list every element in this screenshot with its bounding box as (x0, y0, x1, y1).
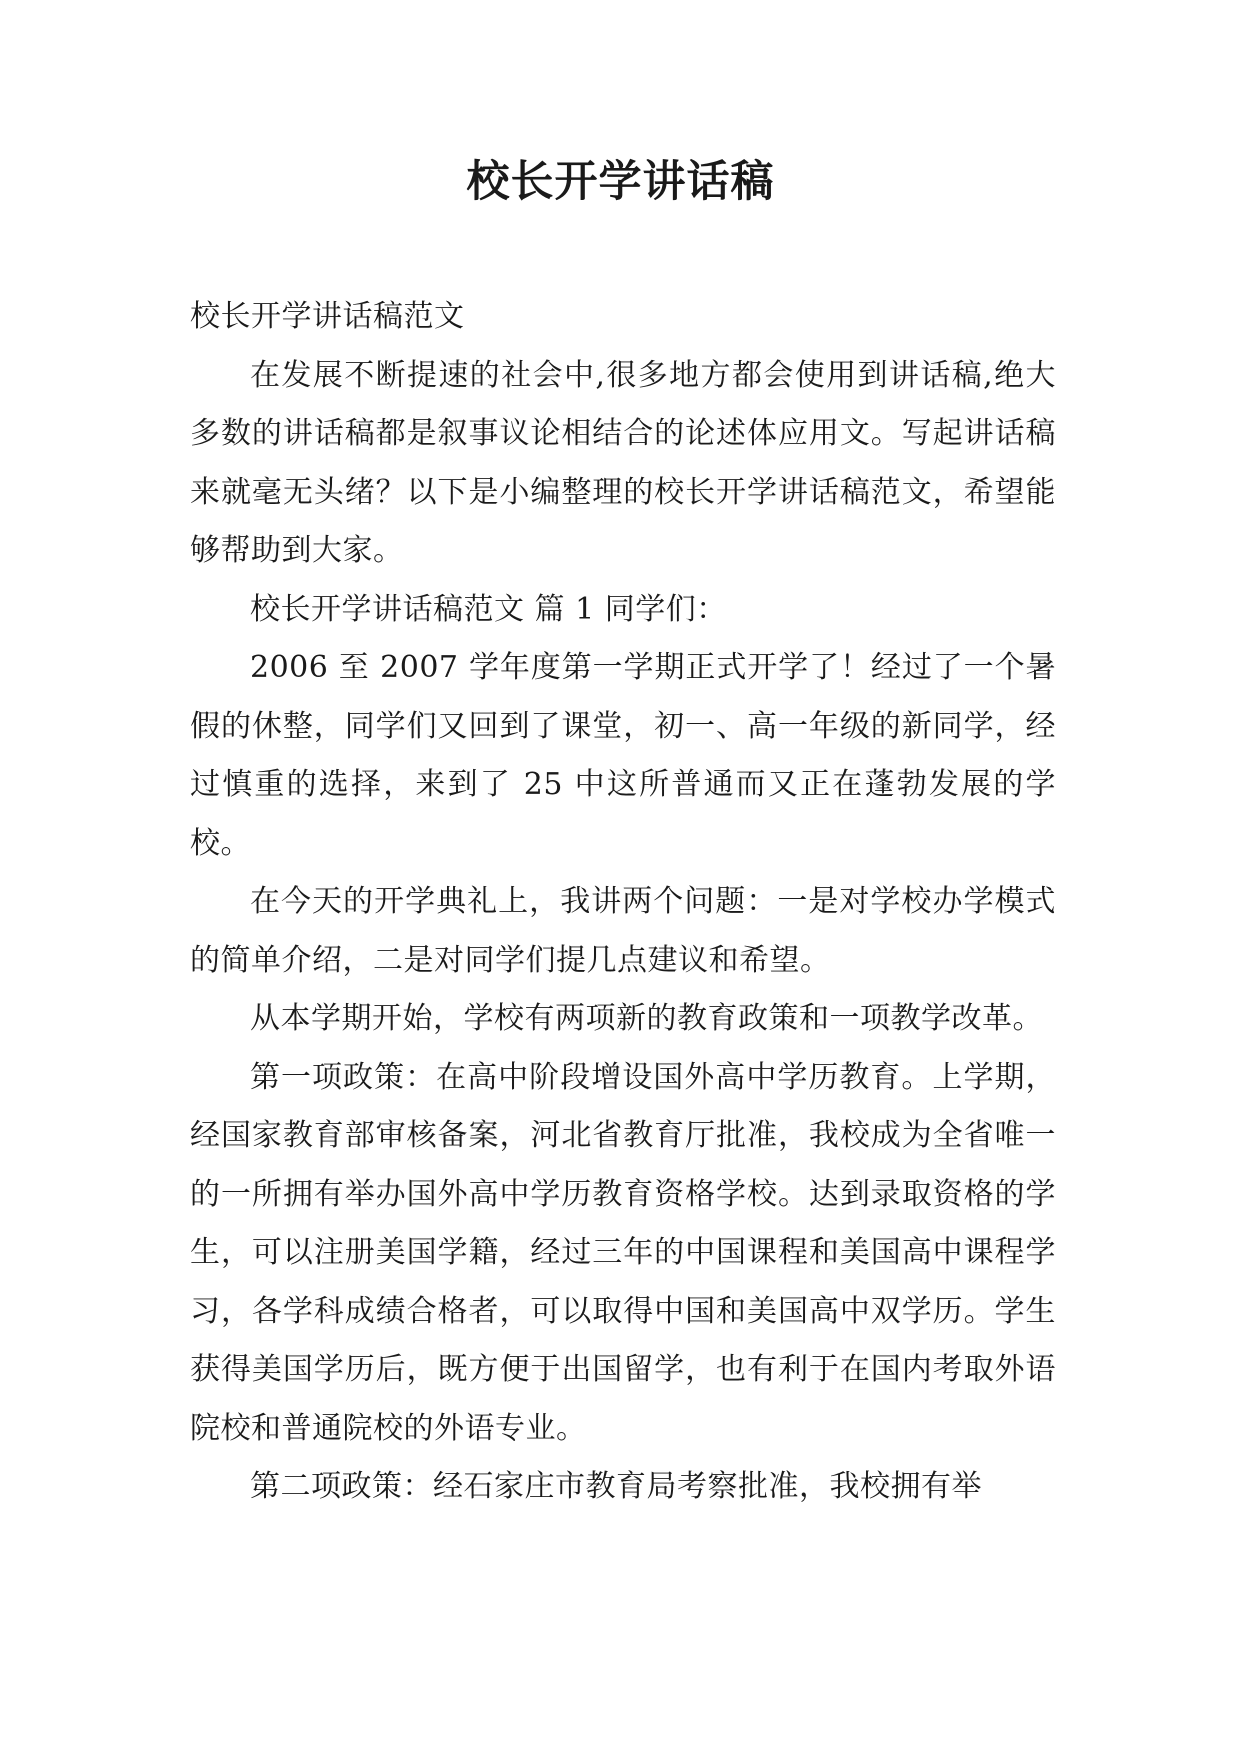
paragraph: 2006 至 2007 学年度第一学期正式开学了！经过了一个暑假的休整，同学们又回到了课堂，初一、高一年级的新同学，经过慎重的选择，来到了 25 中这所普通而又正在蓬勃发展的学校。 (190, 650, 1056, 861)
paragraph: 第一项政策：在高中阶段增设国外高中学历教育。上学期，经国家教育部审核备案，河北省教育厅批准，我校成为全省唯一的一所拥有举办国外高中学历教育资格学校。达到录取资格的学生，可以注册美国学籍，经过三年的中国课程和美国高中课程学习，各学科成绩合格者，可以取得中国和美国高中双学历。学生获得美国学历后，既方便于出国留学，也有利于在国内考取外语院校和普通院校的外语专业。 (190, 1059, 1056, 1446)
paragraph: 在发展不断提速的社会中,很多地方都会使用到讲话稿,绝大多数的讲话稿都是叙事议论相结合的论述体应用文。写起讲话稿来就毫无头绪？以下是小编整理的校长开学讲话稿范文，希望能够帮助到大家。 (190, 357, 1056, 568)
paragraph: 校长开学讲话稿范文 篇 1 同学们： (250, 591, 727, 627)
paragraph: 第二项政策：经石家庄市教育局考察批准，我校拥有举 (250, 1469, 982, 1504)
document-body (190, 288, 1056, 1517)
document-title: 校长开学讲话稿 (466, 157, 775, 207)
paragraph: 从本学期开始，学校有两项新的教育政策和一项教学改革。 (250, 1001, 1043, 1036)
paragraph: 在今天的开学典礼上，我讲两个问题：一是对学校办学模式的简单介绍，二是对同学们提几点建议和希望。 (190, 884, 1056, 978)
paragraph: 校长开学讲话稿范文 (190, 299, 465, 334)
